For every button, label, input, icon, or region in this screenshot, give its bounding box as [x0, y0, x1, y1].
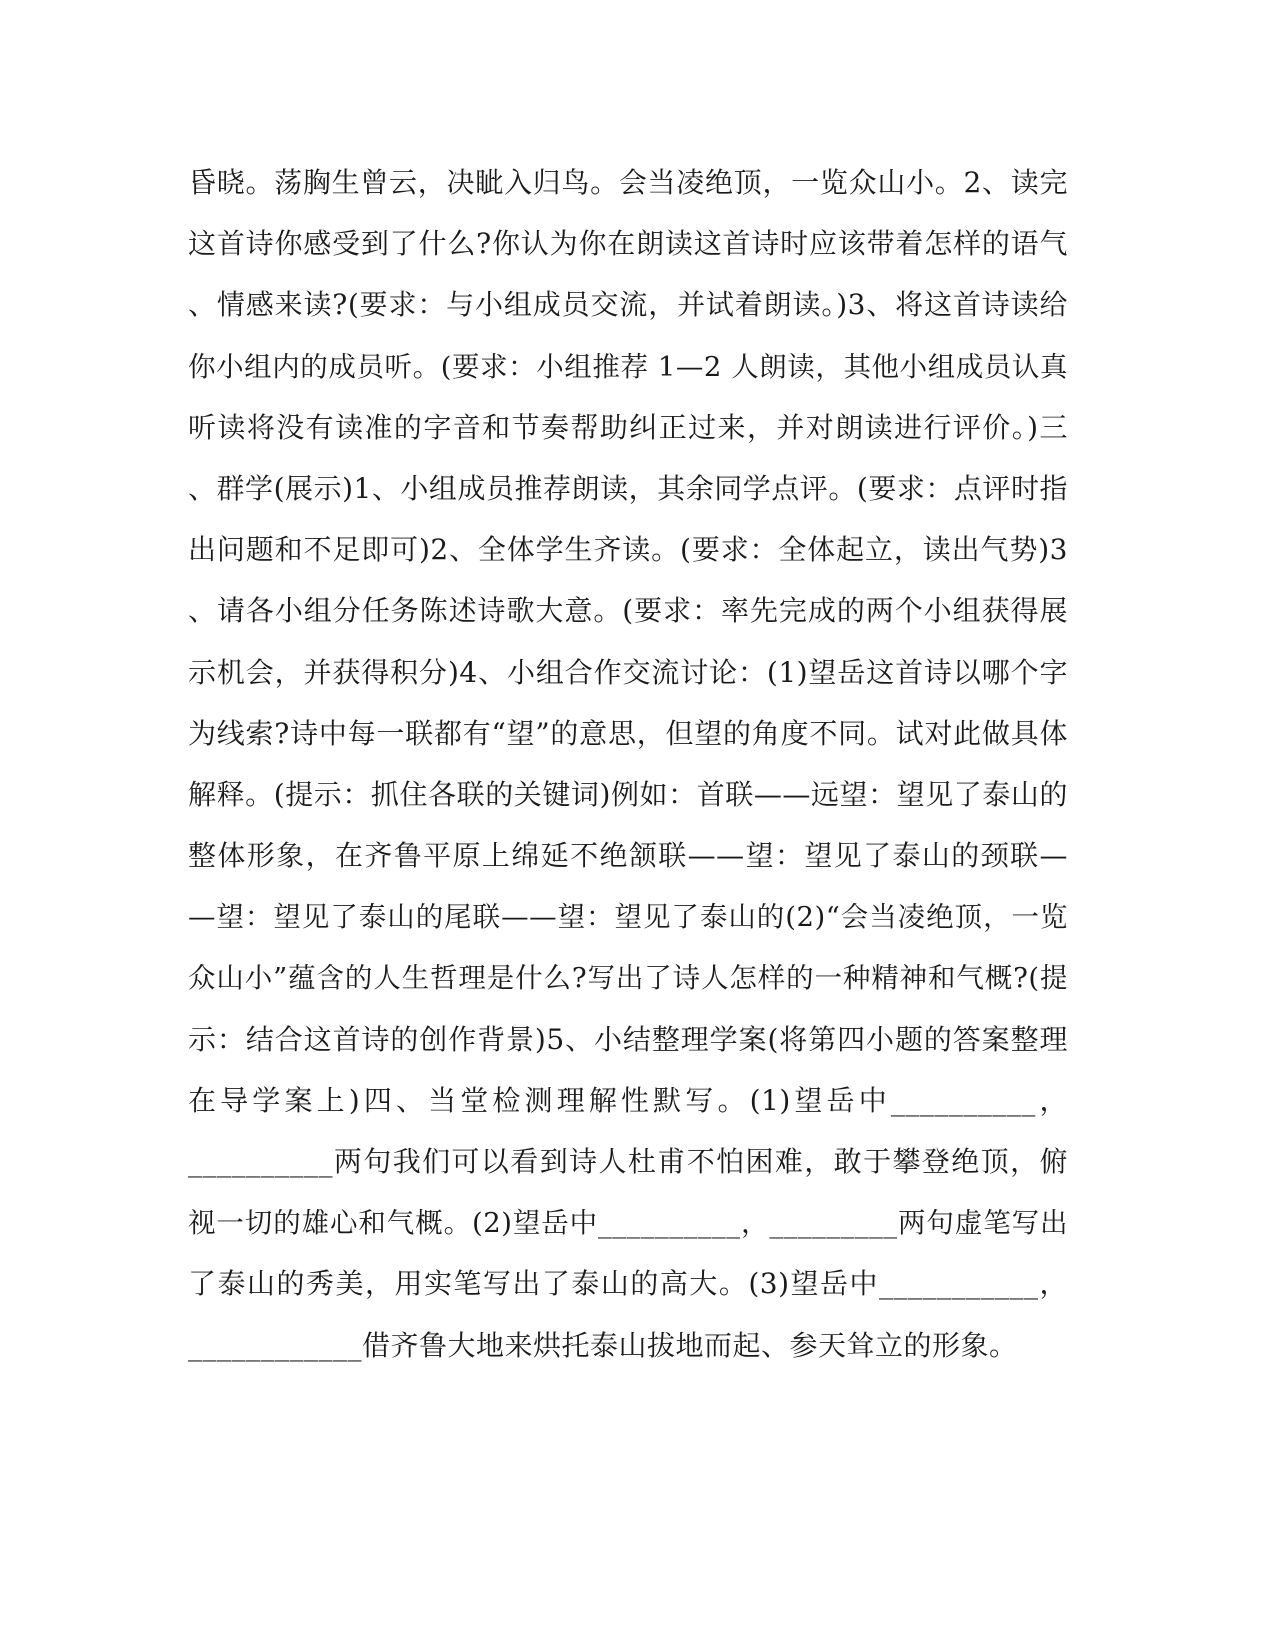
text-line: 整体形象，在齐鲁平原上绵延不绝颔联——望：望见了泰山的颈联— — [188, 839, 1068, 873]
text-line: 众山小”蕴含的人生哲理是什么?写出了诗人怎样的一种精神和气概?(提 — [188, 962, 1068, 995]
text-line: 为线索?诗中每一联都有“望”的意思，但望的角度不同。试对此做具体 — [188, 716, 1068, 750]
text-line: 视一切的雄心和气概。(2)望岳中__________，_________两句虚笔写出 — [188, 1207, 1068, 1240]
text-line: 在导学案上)四、当堂检测理解性默写。(1)望岳中__________， — [188, 1083, 1068, 1117]
text-line: 听读将没有读准的字音和节奏帮助纠正过来，并对朗读进行评价。)三 — [188, 410, 1068, 444]
text-line: 昏晓。荡胸生曾云，决眦入归鸟。会当凌绝顶，一览众山小。2、读完 — [188, 166, 1068, 199]
text-line: 示：结合这首诗的创作背景)5、小结整理学案(将第四小题的答案整理 — [188, 1022, 1068, 1056]
text-line: ____________借齐鲁大地来烘托泰山拔地而起、参天耸立的形象。 — [188, 1328, 1018, 1362]
text-line: 这首诗你感受到了什么?你认为你在朗读这首诗时应该带着怎样的语气 — [188, 227, 1068, 261]
text-line: 解释。(提示：抓住各联的关键词)例如：首联——远望：望见了泰山的 — [188, 777, 1068, 811]
text-line: 、群学(展示)1、小组成员推荐朗读，其余同学点评。(要求：点评时指 — [188, 471, 1068, 505]
body-text — [188, 164, 1068, 1388]
text-line: 出问题和不足即可)2、全体学生齐读。(要求：全体起立，读出气势)3 — [188, 533, 1068, 567]
text-line: 示机会，并获得积分)4、小组合作交流讨论：(1)望岳这首诗以哪个字 — [188, 655, 1068, 689]
text-line: —望：望见了泰山的尾联——望：望见了泰山的(2)“会当凌绝顶，一览 — [188, 901, 1068, 934]
text-line: 你小组内的成员听。(要求：小组推荐 1—2 人朗读，其他小组成员认真 — [188, 350, 1068, 383]
text-line: 、请各小组分任务陈述诗歌大意。(要求：率先完成的两个小组获得展 — [188, 594, 1068, 628]
text-line: 了泰山的秀美，用实笔写出了泰山的高大。(3)望岳中___________， — [188, 1267, 1068, 1301]
text-line: __________两句我们可以看到诗人杜甫不怕困难，敢于攀登绝顶，俯 — [188, 1145, 1068, 1178]
text-line: 、情感来读?(要求：与小组成员交流，并试着朗读。)3、将这首诗读给 — [188, 288, 1068, 322]
